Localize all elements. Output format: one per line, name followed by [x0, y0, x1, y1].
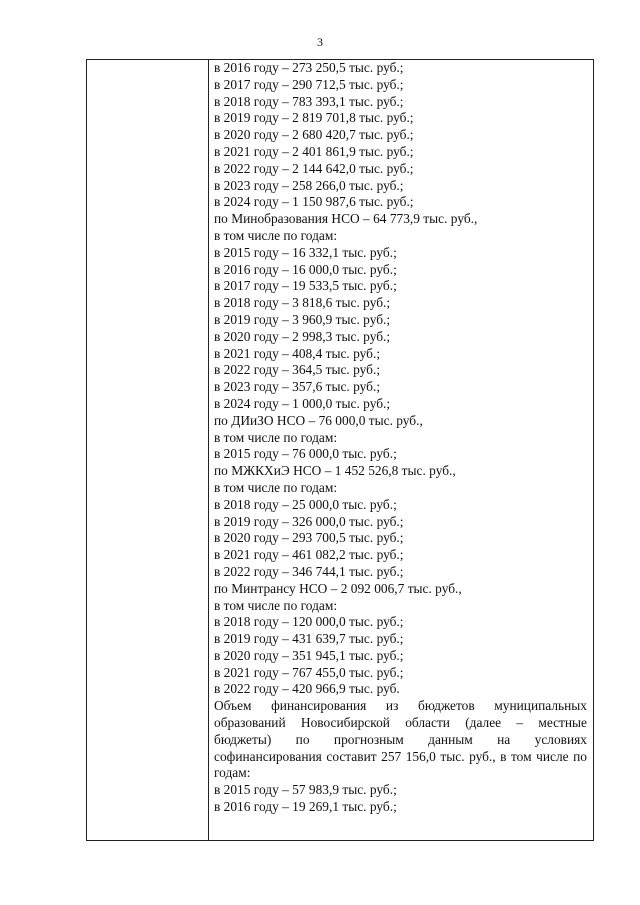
financing-line: в 2021 году – 2 401 861,9 тыс. руб.;: [214, 143, 414, 159]
financing-line: в 2023 году – 357,6 тыс. руб.;: [214, 379, 381, 395]
financing-list-part1: [214, 60, 587, 698]
financing-line: в 2022 году – 2 144 642,0 тыс. руб.;: [214, 160, 414, 176]
financing-list-part2: [214, 782, 587, 816]
financing-line: в 2016 году – 16 000,0 тыс. руб.;: [214, 261, 397, 277]
financing-line: в 2015 году – 57 983,9 тыс. руб.;: [214, 782, 397, 798]
financing-line: в 2021 году – 408,4 тыс. руб.;: [214, 345, 381, 361]
financing-line: в 2018 году – 120 000,0 тыс. руб.;: [214, 614, 404, 630]
financing-paragraph: Объем финансирования из бюджетов муниципальных образований Новосибирской области (далее – местные бюджеты) по прогнозным данным на условиях софинансирования составит 257 156,0 тыс. руб., в том числе по годам:: [214, 698, 587, 781]
financing-line: в 2022 году – 420 966,9 тыс. руб.: [214, 681, 400, 697]
financing-line: в 2024 году – 1 150 987,6 тыс. руб.;: [214, 194, 414, 210]
financing-line: в 2015 году – 76 000,0 тыс. руб.;: [214, 446, 397, 462]
financing-line: в 2016 году – 273 250,5 тыс. руб.;: [214, 60, 404, 75]
financing-line: в том числе по годам:: [214, 597, 338, 613]
financing-line: в 2020 году – 293 700,5 тыс. руб.;: [214, 530, 404, 546]
financing-line: в том числе по годам:: [214, 227, 338, 243]
financing-line: в 2020 году – 2 998,3 тыс. руб.;: [214, 328, 391, 344]
financing-line: в 2022 году – 346 744,1 тыс. руб.;: [214, 563, 404, 579]
financing-line: по МЖКХиЭ НСО – 1 452 526,8 тыс. руб.,: [214, 463, 456, 479]
financing-line: в 2017 году – 19 533,5 тыс. руб.;: [214, 278, 397, 294]
page-number: 3: [317, 35, 323, 49]
financing-line: в 2018 году – 25 000,0 тыс. руб.;: [214, 496, 397, 512]
financing-line: в том числе по годам:: [214, 479, 338, 495]
financing-line: в 2024 году – 1 000,0 тыс. руб.;: [214, 395, 391, 411]
financing-line: в 2022 году – 364,5 тыс. руб.;: [214, 362, 381, 378]
financing-line: в 2023 году – 258 266,0 тыс. руб.;: [214, 177, 404, 193]
table-right-cell: [209, 60, 593, 840]
financing-line: в 2019 году – 431 639,7 тыс. руб.;: [214, 631, 404, 647]
financing-line: по Минтрансу НСО – 2 092 006,7 тыс. руб.,: [214, 580, 462, 596]
document-table: [86, 59, 594, 841]
financing-line: в 2019 году – 3 960,9 тыс. руб.;: [214, 311, 391, 327]
table-left-cell: [87, 60, 209, 840]
financing-line: в 2018 году – 3 818,6 тыс. руб.;: [214, 295, 391, 311]
financing-line: в 2020 году – 2 680 420,7 тыс. руб.;: [214, 127, 414, 143]
financing-line: в 2016 году – 19 269,1 тыс. руб.;: [214, 799, 397, 815]
financing-line: в 2019 году – 2 819 701,8 тыс. руб.;: [214, 110, 414, 126]
financing-line: по ДИиЗО НСО – 76 000,0 тыс. руб.,: [214, 412, 423, 428]
financing-line: в 2021 году – 767 455,0 тыс. руб.;: [214, 664, 404, 680]
financing-line: по Минобразования НСО – 64 773,9 тыс. руб.,: [214, 211, 478, 227]
financing-line: в 2015 году – 16 332,1 тыс. руб.;: [214, 244, 397, 260]
financing-line: в 2020 году – 351 945,1 тыс. руб.;: [214, 647, 404, 663]
financing-line: в 2019 году – 326 000,0 тыс. руб.;: [214, 513, 404, 529]
financing-line: в 2017 году – 290 712,5 тыс. руб.;: [214, 76, 404, 92]
financing-line: в 2018 году – 783 393,1 тыс. руб.;: [214, 93, 404, 109]
financing-line: в том числе по годам:: [214, 429, 338, 445]
financing-line: в 2021 году – 461 082,2 тыс. руб.;: [214, 547, 404, 563]
